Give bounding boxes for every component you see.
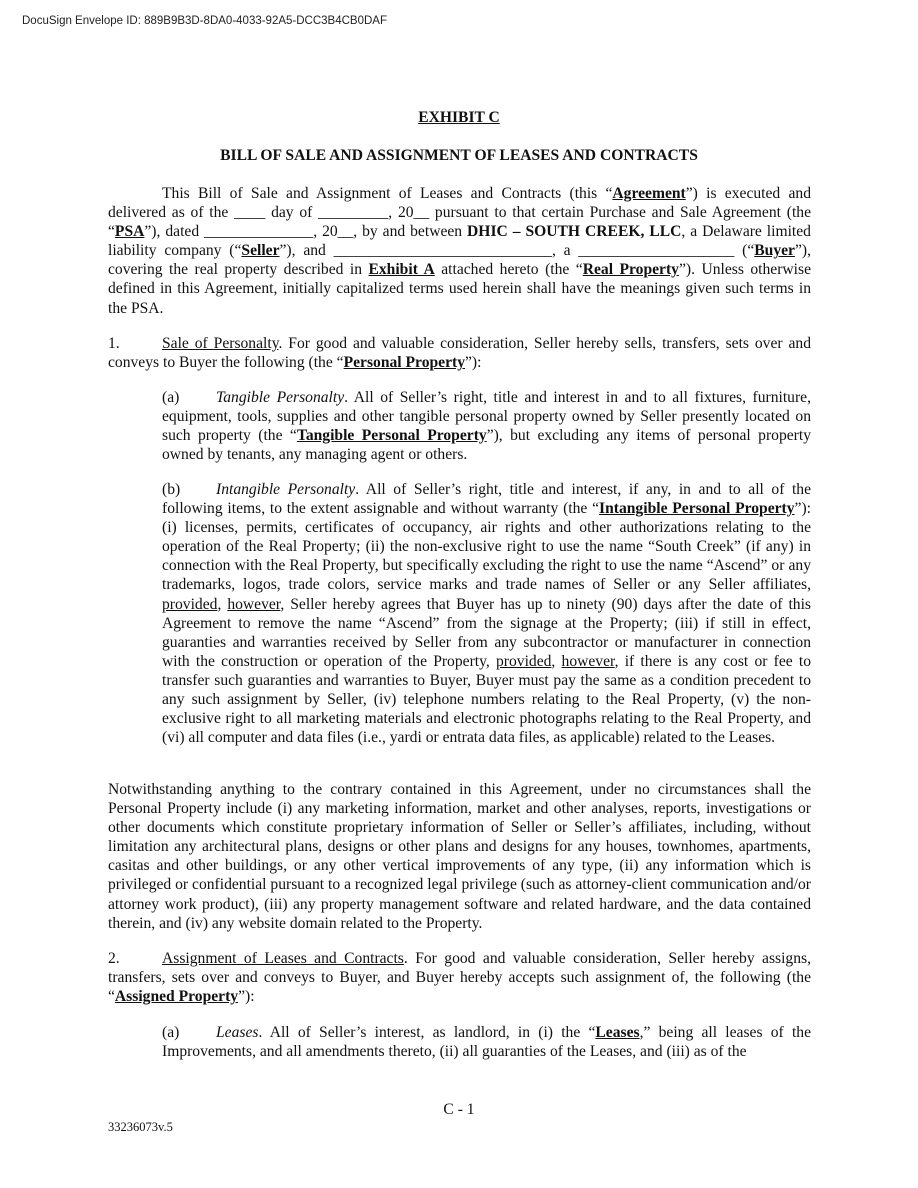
- defined-term: Seller: [241, 242, 280, 260]
- text-segment: ”), and ____________________________, a ____________________ (“: [279, 242, 755, 260]
- emphasized-text: Tangible Personalty: [216, 389, 345, 406]
- defined-term: Assigned Property: [114, 988, 239, 1006]
- defined-term: Exhibit A: [368, 261, 435, 279]
- emphasized-text: however: [561, 652, 615, 670]
- document-title: BILL OF SALE AND ASSIGNMENT OF LEASES AND CONTRACTS: [220, 147, 698, 164]
- exhibit-title: EXHIBIT C: [418, 109, 500, 126]
- emphasized-text: however: [227, 595, 281, 613]
- section-1a-paragraph: [162, 388, 811, 464]
- section-2-paragraph: [108, 949, 811, 1006]
- text-segment: . All of Seller’s right, title and interest, if any, in and to all of the following items, to the extent assignable and without warranty (the “: [162, 481, 811, 518]
- section-1b-paragraph: [162, 480, 811, 747]
- text-segment: . For good and valuable consideration, Seller hereby sells, transfers, sets over and conveys to Buyer the following (the “: [108, 335, 812, 372]
- defined-term: Real Property: [582, 261, 679, 279]
- text-segment: ”) is executed and delivered as of the ____ day of _________, 20__ pursuant to that certain Purchase and Sale Agreement (the “: [108, 185, 811, 241]
- text-segment: , if there is any cost or fee to transfer such guaranties and warranties to Buyer, Buyer must pay the same as a condition precedent to any such assignment by Seller, (iv) telephone numbers relating to the Real Property, (v) the non-exclusive right to all marketing materials and electronic photographs relating to the Real Property, and (vi) all computer and data files (i.e., yardi or entrata data files, as applicable) related to the Leases.: [162, 652, 812, 747]
- text-segment: ”). Unless otherwise defined in this Agreement, initially capitalized terms used herein shall have the meanings given such terms in the PSA.: [108, 261, 811, 317]
- text-segment: ”): (i) licenses, permits, certificates of occupancy, air rights and other authorizations relating to the operation of the Real Property; (ii) the non-exclusive right to use the name “South Creek” (if any) in connection with the Real Property, but specifically excluding the right to use the name “Ascend” or any trademarks, logos, trade colors, service marks and trade names of Seller or any Seller affiliates,: [162, 500, 811, 594]
- text-segment: This Bill of Sale and Assignment of Leases and Contracts (this “: [162, 185, 613, 202]
- section-number: (a): [162, 389, 180, 406]
- emphasized-text: Intangible Personalty: [216, 481, 356, 498]
- emphasized-text: Assignment of Leases and Contracts: [162, 950, 404, 967]
- intro-paragraph: [108, 184, 811, 318]
- page-number: C - 1: [443, 1101, 475, 1118]
- defined-term: DHIC – SOUTH CREEK, LLC: [467, 223, 682, 241]
- document-number: 33236073v.5: [108, 1120, 173, 1134]
- emphasized-text: provided: [162, 595, 218, 613]
- text-segment: attached hereto (the “: [434, 261, 583, 279]
- defined-term: Agreement: [612, 185, 686, 202]
- text-segment: ”), covering the real property described in: [108, 242, 811, 279]
- defined-term: Intangible Personal Property: [599, 500, 795, 518]
- text-segment: Notwithstanding anything to the contrary contained in this Agreement, under no circumstances shall the Personal Property include (i) any marketing information, market and other analyses, reports, investigations or other documents which constitute proprietary information of Seller or Seller’s affiliates, including, without limitation any architectural plans, designs or other plans and designs for any houses, townhomes, apartments, casitas and other buildings, or any other vertical improvements of any type, (ii) any information which is privileged or confidential pursuant to a recognized legal privilege (such as attorney-client communication and/or attorney work product), (iii) any property management software and related hardware, and the data contained therein, and (iv) any website domain related to the Property.: [108, 781, 811, 932]
- text-segment: ”):: [465, 354, 482, 372]
- text-segment: ”), but excluding any items of personal property owned by tenants, any managing agent or others.: [162, 427, 811, 464]
- text-segment: . All of Seller’s right, title and interest in and to all fixtures, furniture, equipment, tools, supplies and other tangible personal property owned by Seller presently located on such property (the “: [162, 389, 811, 445]
- docusign-envelope-id: DocuSign Envelope ID: 889B9B3D-8DA0-4033-92A5-DCC3B4CB0DAF: [22, 15, 387, 27]
- emphasized-text: provided: [495, 652, 552, 670]
- defined-term: Leases: [595, 1024, 640, 1041]
- defined-term: Personal Property: [343, 354, 465, 372]
- emphasized-text: Leases: [216, 1024, 259, 1041]
- text-segment: ,: [551, 652, 562, 670]
- section-1-paragraph: [108, 334, 811, 372]
- exclusions-paragraph: [108, 780, 811, 933]
- section-number: 1.: [108, 335, 120, 352]
- text-segment: . For good and valuable consideration, Seller hereby assigns, transfers, sets over and conveys to Buyer, and Buyer hereby accepts such assignment of, the following (the “: [108, 950, 811, 1006]
- section-2a-paragraph: [162, 1023, 811, 1061]
- defined-term: Tangible Personal Property: [296, 427, 487, 445]
- section-number: 2.: [108, 950, 120, 967]
- text-segment: , Seller hereby agrees that Buyer has up to ninety (90) days after the date of this Agreement to remove the name “Ascend” from the signage at the Property; (iii) if still in effect, guaranties and warranties received by Seller from any subcontractor or manufacturer in connection with the construction or operation of the Property,: [162, 595, 812, 670]
- text-segment: ”), dated ______________, 20__, by and between: [144, 223, 468, 241]
- text-segment: . All of Seller’s interest, as landlord, in (i) the “: [258, 1024, 596, 1041]
- section-number: (b): [162, 481, 181, 498]
- section-number: (a): [162, 1024, 180, 1041]
- text-segment: ,: [217, 595, 228, 613]
- text-segment: , a Delaware limited liability company (“: [108, 223, 811, 260]
- emphasized-text: Sale of Personalty: [162, 335, 279, 352]
- defined-term: Buyer: [754, 242, 795, 260]
- text-segment: ”):: [238, 988, 255, 1006]
- text-segment: ,” being all leases of the Improvements, and all amendments thereto, (ii) all guaranties of the Leases, and (iii) as of the: [162, 1024, 811, 1061]
- defined-term: PSA: [114, 223, 145, 241]
